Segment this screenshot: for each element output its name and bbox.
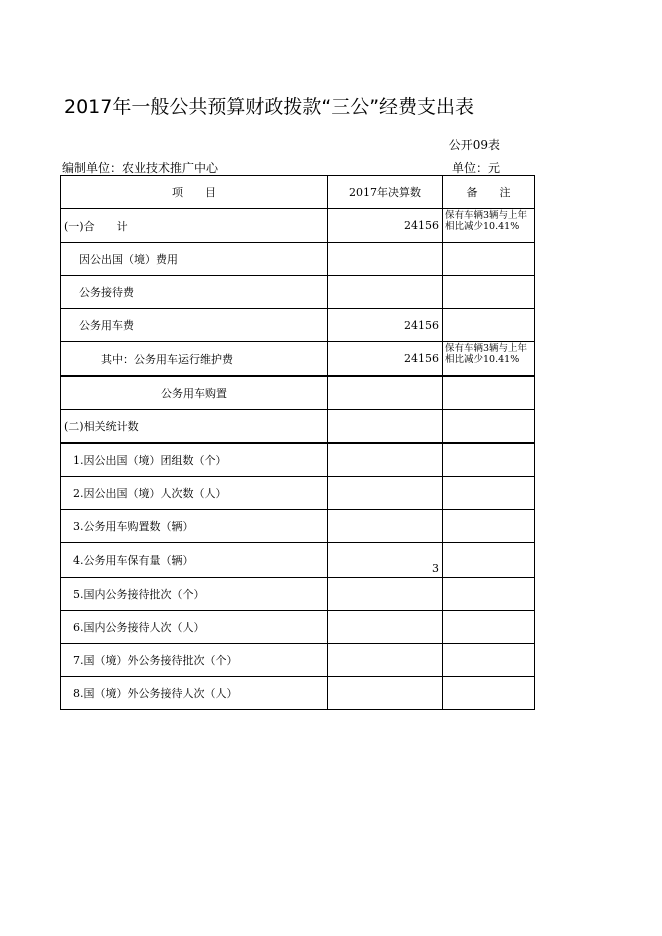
- row-note: [443, 410, 535, 444]
- form-number: 公开09表: [448, 138, 500, 152]
- table-row: [61, 510, 535, 543]
- row-value: [328, 578, 443, 611]
- expense-table: [60, 175, 535, 710]
- table-row: [61, 543, 535, 578]
- row-item: 4.公务用车保有量（辆）: [61, 543, 328, 578]
- table-row: [61, 209, 535, 243]
- row-note: [443, 644, 535, 677]
- row-item: 公务用车费: [61, 309, 328, 342]
- row-item: 3.公务用车购置数（辆）: [61, 510, 328, 543]
- row-value: [328, 243, 443, 276]
- row-value: [328, 611, 443, 644]
- row-item: 公务接待费: [61, 276, 328, 309]
- row-note: [443, 510, 535, 543]
- row-note: [443, 243, 535, 276]
- row-item: 8.国（境）外公务接待人次（人）: [61, 677, 328, 710]
- row-item: (一)合 计: [61, 209, 328, 243]
- row-value: [328, 644, 443, 677]
- row-item: 其中：公务用车运行维护费: [61, 342, 328, 377]
- table-row: [61, 410, 535, 444]
- row-item: 7.国（境）外公务接待批次（个）: [61, 644, 328, 677]
- row-item: 公务用车购置: [61, 376, 328, 410]
- row-value: [328, 410, 443, 444]
- table-row: [61, 578, 535, 611]
- table-row: [61, 342, 535, 377]
- row-note: [443, 376, 535, 410]
- table-row: [61, 376, 535, 410]
- row-value: 24156: [328, 309, 443, 342]
- header-item: 项 目: [61, 176, 328, 209]
- row-note: [443, 611, 535, 644]
- header-value: 2017年决算数: [328, 176, 443, 209]
- table-row: [61, 309, 535, 342]
- row-item: 5.国内公务接待批次（个）: [61, 578, 328, 611]
- row-value: 3: [328, 543, 443, 578]
- page-title: 2017年一般公共预算财政拨款“三公”经费支出表: [64, 96, 475, 118]
- row-note: [443, 677, 535, 710]
- header-row: [61, 176, 535, 209]
- org-label: 编制单位：农业技术推广中心: [62, 161, 219, 175]
- row-value: [328, 477, 443, 510]
- row-note: [443, 477, 535, 510]
- table-row: [61, 443, 535, 477]
- row-value: 24156: [328, 209, 443, 243]
- table-row: [61, 644, 535, 677]
- row-note: [443, 309, 535, 342]
- row-item: 6.国内公务接待人次（人）: [61, 611, 328, 644]
- row-value: [328, 443, 443, 477]
- row-note: [443, 443, 535, 477]
- row-note: [443, 578, 535, 611]
- row-note: [443, 543, 535, 578]
- row-note: 保有车辆3辆与上年相比减少10.41%: [443, 342, 535, 377]
- row-value: [328, 376, 443, 410]
- row-note: [443, 276, 535, 309]
- table-row: [61, 276, 535, 309]
- row-item: 2.因公出国（境）人次数（人）: [61, 477, 328, 510]
- row-value: 24156: [328, 342, 443, 377]
- row-item: 因公出国（境）费用: [61, 243, 328, 276]
- table-row: [61, 611, 535, 644]
- row-item: (二)相关统计数: [61, 410, 328, 444]
- unit-label: 单位：元: [451, 161, 500, 175]
- table-row: [61, 677, 535, 710]
- row-item: 1.因公出国（境）团组数（个）: [61, 443, 328, 477]
- row-value: [328, 276, 443, 309]
- row-note: 保有车辆3辆与上年相比减少10.41%: [443, 209, 535, 243]
- table-row: [61, 243, 535, 276]
- table-row: [61, 477, 535, 510]
- row-value: [328, 677, 443, 710]
- header-note: 备 注: [443, 176, 535, 209]
- row-value: [328, 510, 443, 543]
